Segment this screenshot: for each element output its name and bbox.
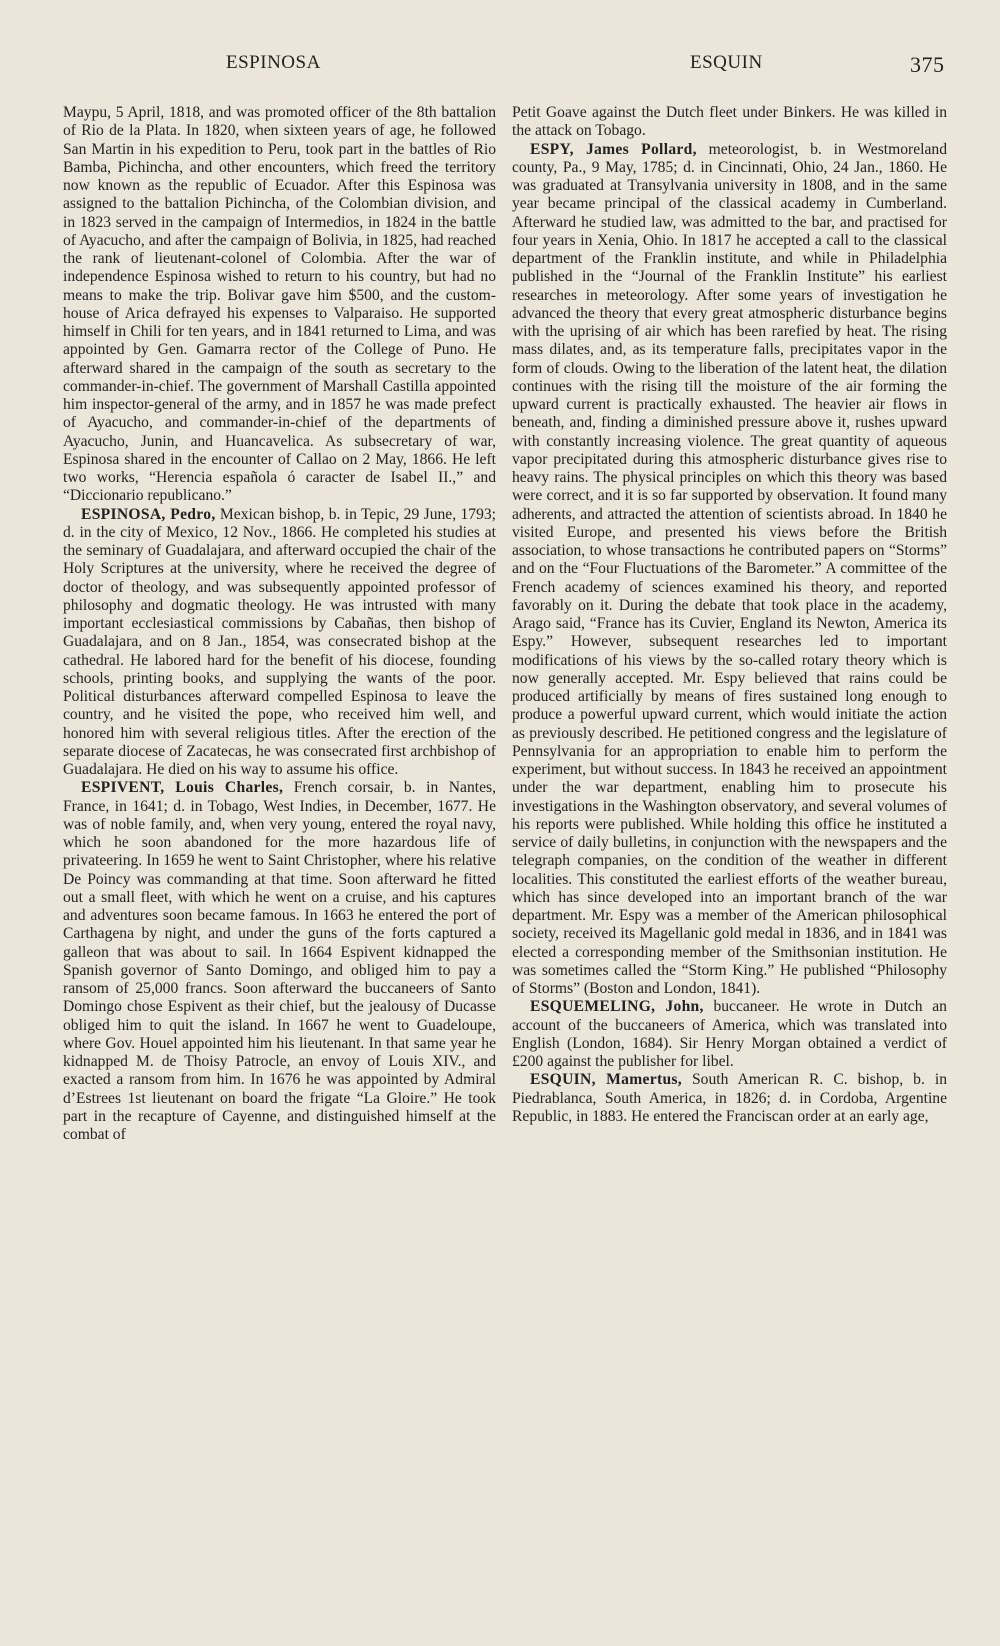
entry-esquin-mamertus (512, 1071, 947, 1126)
right-column (512, 104, 947, 1126)
entry-text: Petit Goave against the Dutch fleet under Binkers. He was killed in the attack on Tobago. (512, 104, 947, 140)
left-column (63, 104, 496, 1144)
entry-espy-james-pollard (512, 141, 947, 999)
entry-espivent-louis-charles (63, 779, 496, 1144)
entry-headword: ESPINOSA, Pedro, (81, 505, 216, 523)
entry-headword: ESPIVENT, Louis Charles, (81, 779, 284, 797)
entry-text: French corsair, b. in Nantes, France, in 1641; d. in Tobago, West Indies, in December, 1677. He was of noble family, and, when very young, entered the royal navy, which he soon abandoned for the more hazardous life of privateering. In 1659 he went to Saint Christopher, where his relative De Poincy was commanding at that time. Soon afterward he fitted out a small fleet, with which he went on a cruise, and his captures and adventures soon became famous. In 1663 he entered the port of Carthagena by night, and under the guns of the forts captured a galleon that was about to sail. In 1664 Espivent kidnapped the Spanish governor of Santo Domingo, and obliged him to pay a ransom of 25,000 francs. Soon afterward the buccaneers of Santo Domingo chose Espivent as their chief, but the jealousy of Ducasse obliged him to quit the island. In 1667 he went to Guadeloupe, where Gov. Houel appointed him his lieutenant. In that same year he kidnapped M. de Thoisy Patrocle, an envoy of Louis XIV., and exacted a ransom from him. In 1676 he was appointed by Admiral d’Estrees 1st lieutenant on board the frigate “La Gloire.” He took part in the recapture of Cayenne, and distinguished himself at the combat of (63, 779, 496, 1143)
entry-text: Maypu, 5 April, 1818, and was promoted officer of the 8th battalion of Rio de la Plata. In 1820, when sixteen years of age, he followed San Martin in his expedition to Peru, took part in the battles of Rio Bamba, Pichincha, and other encounters, which freed the territory now known as the republic of Ecuador. After this Espinosa was assigned to the battalion Pichincha, of the Colombian division, and in 1823 served in the campaign of Intermedios, in 1824 in the battle of Ayacucho, and after the campaign of Bolivia, in 1825, had reached the rank of lieutenant-colonel of Colombia. After the war of independence Espinosa wished to return to his country, but had no means to make the trip. Bolivar gave him $500, and the custom-house of Arica defrayed his expenses to Valparaiso. He supported himself in Chili for ten years, and in 1841 returned to Lima, and was appointed by Gen. Gamarra rector of the College of Puno. He afterward shared in the campaign of the south as secretary to the commander-in-chief. The government of Marshall Castilla appointed him inspector-general of the army, and in 1857 he was made prefect of Ayacucho, and commander-in-chief of the departments of Ayacucho, Junin, and Huancavelica. As subsecretary of war, Espinosa shared in the encounter of Callao on 2 May, 1866. He left two works, “Herencia española ó caracter de Isabel II.,” and “Diccionario republicano.” (63, 104, 496, 505)
entry-continuation (512, 104, 947, 141)
entry-text: buccaneer. He wrote in Dutch an account of the buccaneers of America, which was translated into English (London, 1684). Sir Henry Morgan obtained a verdict of £200 against the publisher for libel. (512, 998, 947, 1070)
entry-continuation (63, 104, 496, 506)
entry-text: South American R. C. bishop, b. in Piedrablanca, South America, in 1826; d. in Cordoba, Argentine Republic, in 1883. He entered the Franciscan order at an early age, (512, 1071, 947, 1125)
running-header (0, 52, 1000, 82)
entry-headword: ESQUIN, Mamertus, (530, 1071, 682, 1089)
header-left-word: ESPINOSA (226, 52, 321, 73)
page-number: 375 (910, 52, 945, 77)
entry-headword: ESQUEMELING, John, (530, 998, 704, 1016)
entry-esquemeling-john (512, 998, 947, 1071)
entry-text: Mexican bishop, b. in Tepic, 29 June, 1793; d. in the city of Mexico, 12 Nov., 1866. He completed his studies at the seminary of Guadalajara, and afterward occupied the chair of the Holy Scriptures at the university, where he received the degree of doctor of theology, and was subsequently appointed professor of philosophy and dogmatic theology. He was intrusted with many important ecclesiastical commissions by Cabañas, then bishop of Guadalajara, and on 8 Jan., 1854, was consecrated bishop at the cathedral. He labored hard for the benefit of his diocese, founding schools, printing books, and supplying the wants of the poor. Political disturbances afterward compelled Espinosa to leave the country, and he visited the pope, who received him well, and honored him with several religious titles. After the erection of the separate diocese of Zacatecas, he was consecrated first archbishop of Guadalajara. He died on his way to assume his office. (63, 505, 496, 778)
header-center-word: ESQUIN (690, 52, 763, 73)
entry-headword: ESPY, James Pollard, (530, 140, 697, 158)
entry-text: meteorologist, b. in Westmoreland county, Pa., 9 May, 1785; d. in Cincinnati, Ohio, 24 Jan., 1860. He was graduated at Transylvania university in 1808, and in the same year became principal of the classical academy in Cumberland. Afterward he studied law, was admitted to the bar, and practised for four years in Xenia, Ohio. In 1817 he accepted a call to the classical department of the Franklin institute, and while in Philadelphia published in the “Journal of the Franklin Institute” his earliest researches in meteorology. After some years of investigation he advanced the theory that every great atmospheric disturbance begins with the uprising of air which has been rarefied by heat. The rising mass dilates, and, as its temperature falls, precipitates vapor in the form of clouds. Owing to the liberation of the latent heat, the dilation continues with the rising till the moisture of the air forming the upward current is practically exhausted. The heavier air flows in beneath, and, finding a diminished pressure above it, rushes upward with constantly increasing violence. The great quantity of aqueous vapor precipitated during this atmospheric disturbance gives rise to heavy rains. The physical principles on which this theory was based were correct, and it is so far supported by observation. It found many adherents, and attracted the attention of scientists abroad. In 1840 he visited Europe, and presented his views before the British association, to whose transactions he contributed papers on “Storms” and on the “Four Fluctuations of the Barometer.” A committee of the French academy of sciences examined his theory, and reported favorably on it. During the debate that took place in the academy, Arago said, “France has its Cuvier, England its Newton, America its Espy.” However, subsequent researches led to important modifications of his views by the so-called rotary theory which is now generally accepted. Mr. Espy believed that rains could be produced artificially by means of fires sustained long enough to produce a powerful upward current, which would initiate the action as previously described. He petitioned congress and the legislature of Pennsylvania for an appropriation to enable him to perform the experiment, but without success. In 1843 he received an appointment under the war department, enabling him to prosecute his investigations in the Washington observatory, and several volumes of his reports were published. While holding this office he instituted a service of daily bulletins, in conjunction with the newspapers and the telegraph companies, on the condition of the weather in different localities. This constituted the earliest efforts of the weather bureau, which has since developed into an important branch of the war department. Mr. Espy was a member of the American philosophical society, received its Magellanic gold medal in 1836, and in 1841 was elected a corresponding member of the Smithsonian institution. He was sometimes called the “Storm King.” He published “Philosophy of Storms” (Boston and London, 1841). (512, 140, 947, 997)
entry-espinosa-pedro (63, 506, 496, 780)
